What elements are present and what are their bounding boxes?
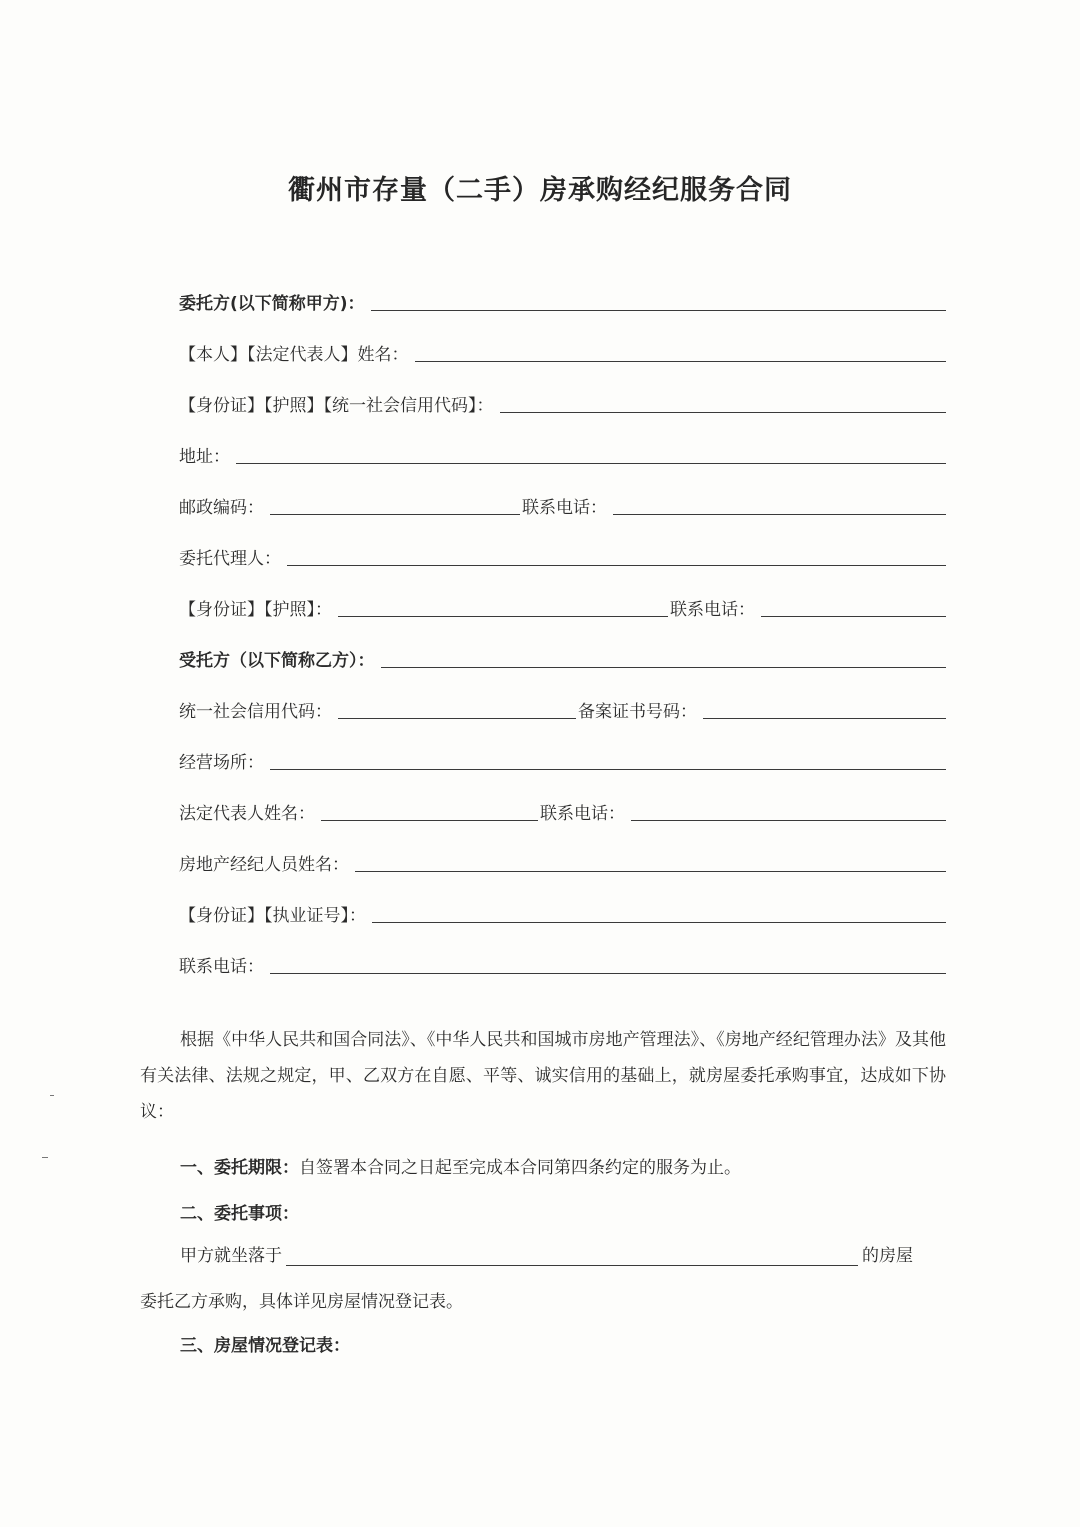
- field-premises: [179, 744, 946, 774]
- label-legal-rep: 法定代表人姓名：: [179, 804, 315, 824]
- clause-1-text: 自签署本合同之日起至完成本合同第四条约定的服务为止。: [299, 1158, 741, 1178]
- label-broker-id: 【身份证】【执业证号】：: [179, 906, 366, 926]
- label-trustee: 受托方（以下简称乙方）：: [179, 651, 375, 671]
- blank-broker[interactable]: [355, 853, 946, 872]
- field-credit-code: [179, 693, 946, 723]
- clause-3-heading: 三、房屋情况登记表：: [180, 1336, 350, 1356]
- blank-filing-no[interactable]: [703, 700, 946, 719]
- field-postcode: [179, 489, 946, 519]
- blank-credit-code[interactable]: [338, 700, 576, 719]
- blank-agent[interactable]: [287, 547, 946, 566]
- field-broker-id: [179, 897, 946, 927]
- clause-2-cont: 委托乙方承购，具体详见房屋情况登记表。: [140, 1292, 463, 1312]
- blank-phone1[interactable]: [613, 496, 946, 515]
- field-broker: [179, 846, 946, 876]
- label-name: 【本人】【法定代表人】姓名：: [179, 345, 409, 365]
- clause-1: [140, 1150, 946, 1186]
- label-id: 【身份证】【护照】【统一社会信用代码】：: [179, 396, 494, 416]
- label-credit-code: 统一社会信用代码：: [179, 702, 332, 722]
- blank-client[interactable]: [371, 292, 946, 311]
- blank-legal-rep-phone[interactable]: [631, 802, 946, 821]
- blank-postcode[interactable]: [270, 496, 520, 515]
- label-client: 委托方(以下简称甲方)：: [179, 294, 365, 314]
- clause-2-post: 的房屋: [862, 1246, 913, 1266]
- clause-2-continuation: [140, 1284, 946, 1320]
- blank-agent-phone[interactable]: [761, 598, 946, 617]
- clause-2-location-line: [140, 1238, 946, 1274]
- label-filing-no: 备案证书号码：: [578, 702, 697, 722]
- blank-broker-phone[interactable]: [270, 955, 946, 974]
- label-broker: 房地产经纪人员姓名：: [179, 855, 349, 875]
- field-name: [179, 336, 946, 366]
- scan-speck: [42, 1157, 48, 1158]
- label-postcode: 邮政编码：: [179, 498, 264, 518]
- label-phone1: 联系电话：: [522, 498, 607, 518]
- field-legal-rep: [179, 795, 946, 825]
- field-id: [179, 387, 946, 417]
- scan-speck: [50, 1095, 54, 1096]
- blank-id[interactable]: [500, 394, 947, 413]
- blank-address[interactable]: [236, 445, 946, 464]
- blank-broker-id[interactable]: [372, 904, 946, 923]
- contract-title: 衢州市存量（二手）房承购经纪服务合同: [288, 175, 792, 206]
- blank-location[interactable]: [286, 1243, 858, 1266]
- label-address: 地址：: [179, 447, 230, 467]
- field-address: [179, 438, 946, 468]
- field-trustee: [179, 642, 946, 672]
- blank-legal-rep[interactable]: [321, 802, 538, 821]
- label-agent: 委托代理人：: [179, 549, 281, 569]
- label-legal-rep-phone: 联系电话：: [540, 804, 625, 824]
- field-broker-phone: [179, 948, 946, 978]
- blank-trustee[interactable]: [381, 649, 947, 668]
- field-client: [179, 285, 946, 315]
- blank-agent-id[interactable]: [338, 598, 668, 617]
- clause-2-pre: 甲方就坐落于: [180, 1246, 282, 1266]
- label-broker-phone: 联系电话：: [179, 957, 264, 977]
- clause-2-heading: 二、委托事项：: [180, 1204, 299, 1224]
- blank-premises[interactable]: [270, 751, 946, 770]
- label-agent-phone: 联系电话：: [670, 600, 755, 620]
- intro-paragraph: [140, 1022, 946, 1130]
- label-agent-id: 【身份证】【护照】：: [179, 600, 332, 620]
- blank-name[interactable]: [415, 343, 947, 362]
- field-agent: [179, 540, 946, 570]
- clause-3-heading-line: [140, 1328, 946, 1364]
- label-premises: 经营场所：: [179, 753, 264, 773]
- clause-2-heading-line: [140, 1196, 946, 1232]
- field-agent-id: [179, 591, 946, 621]
- clause-1-heading: 一、委托期限：: [180, 1158, 299, 1178]
- intro-text: 根据《中华人民共和国合同法》、《中华人民共和国城市房地产管理法》、《房地产经纪管理办法》及其他有关法律、法规之规定，甲、乙双方在自愿、平等、诚实信用的基础上，就房屋委托承购事宜，达成如下协议：: [140, 1030, 946, 1122]
